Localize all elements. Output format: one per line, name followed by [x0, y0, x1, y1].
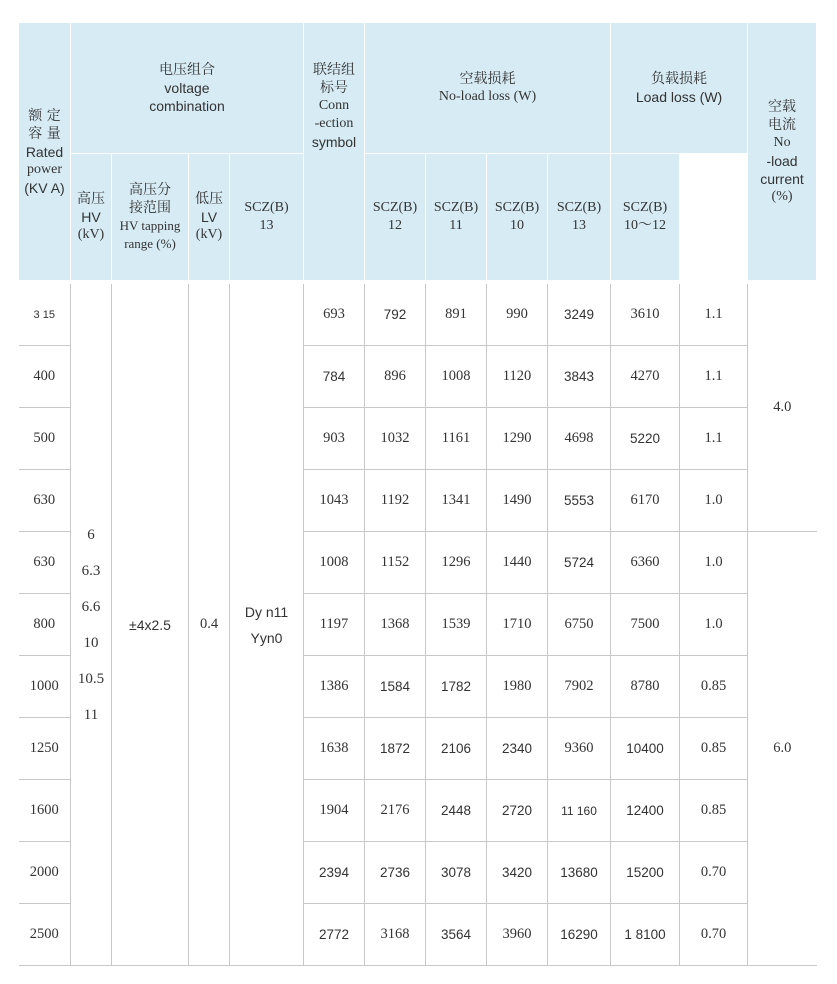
subcol-grade: 10 [510, 218, 524, 233]
subcol-grade: 11 [449, 218, 463, 233]
hv-value: 11 [83, 706, 99, 723]
rated-power-cell: 3 15 [19, 282, 71, 346]
connection-cn-2: 标号 [320, 80, 348, 96]
no-load-loss-10-cell: 1710 [487, 594, 548, 656]
no-load-loss-10-cell: 1490 [487, 470, 548, 532]
rated-power-cell: 500 [19, 408, 71, 470]
no-load-current-header [748, 23, 817, 283]
no-load-loss-11-cell: 1341 [426, 470, 487, 532]
no-load-current-cell: 1.1 [680, 408, 748, 470]
connection-header [304, 23, 365, 283]
no-load-loss-12-cell: 2736 [365, 842, 426, 904]
impedance-cell-1: 4.0 [748, 282, 817, 532]
hv-tapping-cell: ±4x2.5 [112, 282, 189, 966]
connection-value: Yyn0 [250, 629, 283, 646]
no-load-current-cell: 0.85 [680, 656, 748, 718]
no-load-loss-12-cell: 2176 [365, 780, 426, 842]
no-load-loss-12-cell: 3168 [365, 904, 426, 966]
subcol-grade: 13 [259, 218, 274, 233]
no-load-loss-10-cell: 1120 [487, 346, 548, 408]
no-load-loss-12-cell: 792 [365, 282, 426, 346]
no-load-loss-12-cell: 1368 [365, 594, 426, 656]
lv-unit: (kV) [195, 227, 223, 242]
hv-value: 6 [87, 526, 95, 543]
subcol-model: SCZ(B) [494, 200, 540, 215]
no-load-loss-11-cell: 2448 [426, 780, 487, 842]
no-load-loss-10-cell: 3960 [487, 904, 548, 966]
load-loss-13-cell: 3843 [548, 346, 611, 408]
lv-en: LV [200, 209, 218, 225]
connection-en-3: symbol [311, 134, 357, 150]
hv-values-cell [71, 282, 112, 966]
subcol-model: SCZ(B) [556, 200, 602, 215]
no-load-loss-13-cell: 1197 [304, 594, 365, 656]
load-loss-13-cell: 3249 [548, 282, 611, 346]
connection-en-1: Conn [318, 98, 350, 113]
no-load-current-en-3: current [760, 170, 804, 187]
voltage-group-en-1: voltage [164, 80, 210, 96]
no-load-loss-12-cell: 1032 [365, 408, 426, 470]
rated-power-en-1: Rated [25, 143, 64, 160]
no-load-loss-12-cell: 896 [365, 346, 426, 408]
no-load-loss-12-cell: 1192 [365, 470, 426, 532]
rated-power-cell: 2000 [19, 842, 71, 904]
subcol-model: SCZ(B) [433, 200, 479, 215]
connection-value: Dy n11 [244, 603, 289, 620]
rated-power-cell: 630 [19, 470, 71, 532]
no-load-loss-11-cell: 1161 [426, 408, 487, 470]
no-load-loss-13-cell: 693 [304, 282, 365, 346]
hv-value: 10 [83, 634, 99, 651]
lv-cell: 0.4 [189, 282, 230, 966]
no-load-loss-10-cell: 3420 [487, 842, 548, 904]
voltage-group-en-2: combination [149, 98, 225, 114]
rated-power-cell: 400 [19, 346, 71, 408]
no-load-loss-11-cell: 3078 [426, 842, 487, 904]
rated-power-cell: 630 [19, 532, 71, 594]
lv-cn: 低压 [195, 191, 223, 207]
rated-power-cn-2: 容 量 [28, 125, 61, 142]
no-load-loss-10-cell: 1290 [487, 408, 548, 470]
no-load-loss-12-cell: 1872 [365, 718, 426, 780]
subcol-model: SCZ(B) [622, 200, 668, 215]
no-load-loss-en: No-load loss (W) [438, 89, 537, 104]
subcol-nl-10 [487, 154, 548, 283]
no-load-current-cell: 1.1 [680, 346, 748, 408]
no-load-loss-10-cell: 2340 [487, 718, 548, 780]
load-loss-10-12-cell: 7500 [611, 594, 680, 656]
hv-header [71, 154, 112, 283]
lv-header [189, 154, 230, 283]
load-loss-13-cell: 4698 [548, 408, 611, 470]
rated-power-cell: 800 [19, 594, 71, 656]
load-loss-10-12-cell: 3610 [611, 282, 680, 346]
load-loss-13-cell: 16290 [548, 904, 611, 966]
load-loss-13-cell: 5724 [548, 532, 611, 594]
no-load-current-cell: 1.0 [680, 532, 748, 594]
no-load-loss-13-cell: 784 [304, 346, 365, 408]
rated-power-cell: 1600 [19, 780, 71, 842]
load-loss-cn: 负载损耗 [651, 71, 708, 87]
load-loss-10-12-cell: 6360 [611, 532, 680, 594]
subcol-ll-10-12 [611, 154, 680, 283]
no-load-current-cn-1: 空载 [768, 98, 797, 115]
rated-power-cell: 1250 [19, 718, 71, 780]
hv-value: 6.3 [81, 562, 101, 579]
hv-unit: (kV) [77, 227, 105, 242]
subcol-model: SCZ(B) [372, 200, 418, 215]
no-load-loss-11-cell: 3564 [426, 904, 487, 966]
hv-tapping-en-2: range (%) [124, 236, 176, 251]
no-load-loss-11-cell: 1296 [426, 532, 487, 594]
rated-power-cell: 2500 [19, 904, 71, 966]
load-loss-13-cell: 9360 [548, 718, 611, 780]
no-load-current-cell: 0.85 [680, 780, 748, 842]
no-load-loss-13-cell: 1386 [304, 656, 365, 718]
no-load-loss-11-cell: 2106 [426, 718, 487, 780]
subcol-grade: 12 [388, 218, 402, 233]
no-load-current-unit: (%) [771, 188, 793, 204]
load-loss-13-cell: 5553 [548, 470, 611, 532]
no-load-current-en-1: No [773, 134, 791, 150]
connection-cn-1: 联结组 [313, 62, 355, 78]
load-loss-10-12-cell: 4270 [611, 346, 680, 408]
connection-en-2: -ection [314, 116, 354, 131]
load-loss-13-cell: 7902 [548, 656, 611, 718]
hv-cn: 高压 [77, 191, 105, 207]
no-load-loss-10-cell: 2720 [487, 780, 548, 842]
load-loss-13-cell: 11 160 [548, 780, 611, 842]
hv-tapping-header [112, 154, 189, 283]
load-loss-10-12-cell: 5220 [611, 408, 680, 470]
transformer-spec-table [18, 22, 817, 966]
no-load-loss-13-cell: 1043 [304, 470, 365, 532]
no-load-loss-10-cell: 990 [487, 282, 548, 346]
hv-en: HV [81, 209, 101, 225]
voltage-group-cn: 电压组合 [159, 62, 215, 78]
no-load-loss-12-cell: 1152 [365, 532, 426, 594]
load-loss-13-cell: 13680 [548, 842, 611, 904]
load-loss-10-12-cell: 1 8100 [611, 904, 680, 966]
hv-tapping-en-1: HV tapping [119, 218, 181, 233]
no-load-current-cell: 0.70 [680, 904, 748, 966]
connection-cell [230, 282, 304, 966]
load-loss-13-cell: 6750 [548, 594, 611, 656]
hv-tapping-cn-1: 高压分 [129, 182, 171, 198]
no-load-loss-13-cell: 1638 [304, 718, 365, 780]
rated-power-en-2: power [27, 161, 62, 177]
subcol-ll-13 [548, 154, 611, 283]
load-loss-10-12-cell: 6170 [611, 470, 680, 532]
load-loss-en: Load loss (W) [635, 89, 723, 105]
load-loss-10-12-cell: 8780 [611, 656, 680, 718]
load-loss-header [611, 23, 748, 154]
no-load-current-cell: 1.1 [680, 282, 748, 346]
no-load-loss-header [365, 23, 611, 154]
no-load-loss-12-cell: 1584 [365, 656, 426, 718]
hv-value: 6.6 [81, 598, 101, 615]
no-load-loss-13-cell: 1008 [304, 532, 365, 594]
rated-power-cell: 1000 [19, 656, 71, 718]
no-load-loss-cn: 空载损耗 [459, 71, 516, 87]
impedance-cell-2: 6.0 [748, 532, 817, 966]
no-load-current-cell: 0.70 [680, 842, 748, 904]
subcol-grade: 10～12 [624, 218, 667, 233]
load-loss-10-12-cell: 10400 [611, 718, 680, 780]
subcol-model: SCZ(B) [244, 200, 289, 215]
voltage-group-header [71, 23, 304, 154]
no-load-current-cn-2: 电流 [768, 116, 797, 133]
subcol-nl-12 [365, 154, 426, 283]
no-load-loss-11-cell: 891 [426, 282, 487, 346]
no-load-current-cell: 1.0 [680, 594, 748, 656]
no-load-current-cell: 0.85 [680, 718, 748, 780]
rated-power-cn-1: 额 定 [28, 107, 61, 124]
subcol-nl-13 [230, 154, 304, 283]
subcol-nl-11 [426, 154, 487, 283]
no-load-current-en-2: -load [766, 152, 798, 169]
rated-power-unit: (KV A) [24, 179, 65, 196]
no-load-loss-11-cell: 1539 [426, 594, 487, 656]
hv-tapping-cn-2: 接范围 [129, 200, 171, 216]
no-load-loss-13-cell: 2772 [304, 904, 365, 966]
no-load-loss-13-cell: 903 [304, 408, 365, 470]
no-load-loss-11-cell: 1782 [426, 656, 487, 718]
load-loss-10-12-cell: 12400 [611, 780, 680, 842]
no-load-loss-10-cell: 1440 [487, 532, 548, 594]
no-load-loss-11-cell: 1008 [426, 346, 487, 408]
load-loss-10-12-cell: 15200 [611, 842, 680, 904]
no-load-loss-10-cell: 1980 [487, 656, 548, 718]
hv-value: 10.5 [77, 670, 105, 687]
no-load-loss-13-cell: 2394 [304, 842, 365, 904]
rated-power-header [19, 23, 71, 283]
table-row [19, 282, 817, 346]
no-load-current-cell: 1.0 [680, 470, 748, 532]
subcol-grade: 13 [572, 218, 586, 233]
no-load-loss-13-cell: 1904 [304, 780, 365, 842]
